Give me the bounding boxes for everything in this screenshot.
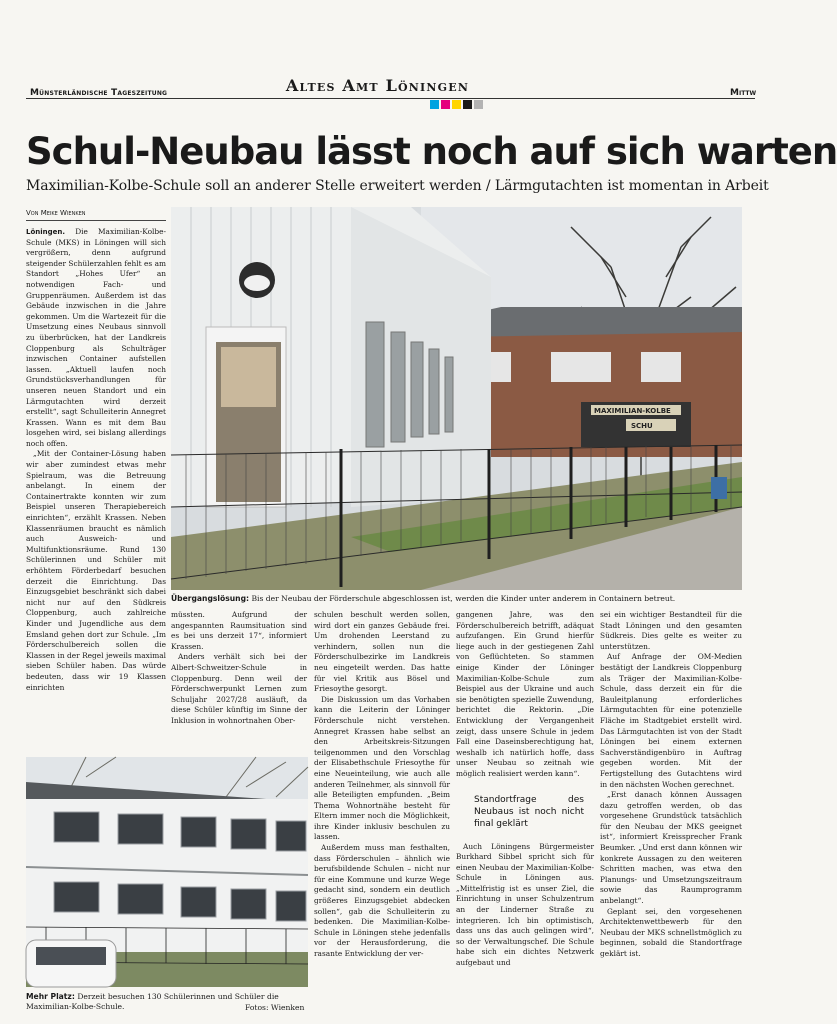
article-column-3: [314, 610, 450, 1020]
paragraph: „Mit der Container-Lösung haben wir aber zumindest etwas mehr Spielraum, was die Betreuung anbelangt. In einem der Containertrakte konnten wir zum Beispiel unseren Therapiebereich einrichten“, erzählt Krassen. Neben Klassenräumen braucht es nämlich auch Ausweich- und Multifunktionsräume. Rund 130 Schülerinnen und Schüler mit erhöhtem Förderbedarf besuchen derzeit die Einrichtung. Das Einzugsgebiet beschränkt sich dabei nicht nur auf den Südkreis Cloppenburg, auch zahlreiche Kinder und Jugendliche aus dem Emsland gehen dort zur Schule. „Im Förderschulbereich sollen die Klassen in der Regel jeweils maximal sieben Schüler haben. Das würde bedeuten, dass wir 19 Klassen einrichten: [26, 449, 166, 692]
color-swatch: [430, 100, 439, 109]
section-title: Altes Amt Löningen: [285, 76, 470, 95]
paragraph: Geplant sei, den vorgesehenen Architektenwettbewerb für den Neubau der MKS schnellstmöglich zu beginnen, sobald die Standortfrage geklärt ist.: [600, 906, 742, 958]
paragraph: müssten. Aufgrund der angespannten Raumsituation sind es bei uns derzeit 17“, informiert Krassen.: [171, 610, 307, 651]
paragraph: Außerdem muss man festhalten, dass Förderschulen – ähnlich wie berufsbildende Schulen – nicht nur für eine Kommune und kurze Wege gedacht sind, sondern ein deutlich größeres Einzugsgebiet abdecken sollen“, gab die Schulleiterin zu bedenken. Die Maximilian-Kolbe-Schule in Löningen stehe jedenfalls vor der Herausforderung, die rasante Entwicklung der ver-: [314, 843, 450, 958]
color-swatches: [430, 100, 483, 109]
photo-credit: Fotos: Wienken: [245, 1003, 305, 1012]
caption-lead: Mehr Platz:: [26, 992, 75, 1001]
paragraph: schulen beschult werden sollen, wird dort ein ganzes Gebäude frei. Um drohenden Leerstand zu verhindern, sollen nun die Förderschulbezirke im Landkreis neu eingeteilt werden. Das hatte für viel Kritik aus Bösel und Friesoythe gesorgt.: [314, 610, 450, 694]
color-swatch: [474, 100, 483, 109]
headline: Schul-Neubau lässt noch auf sich warten: [26, 130, 837, 173]
article-column-2: [171, 610, 307, 742]
main-photo: [171, 207, 742, 590]
article-column-4: [456, 610, 594, 1020]
paragraph: Die Diskussion um das Vorhaben kann die Leiterin der Löninger Förderschule nicht verstehen. Annegret Krassen habe selbst an den Arbeitskreis-Sitzungen teilgenommen und den Vorschlag der Elisabethschule Friesoythe für eine Neueinteilung, wie auch alle anderen Teilnehmer, als sinnvoll für alle Beteiligten empfunden. „Beim Thema Wohnortnähe besteht für Eltern immer noch die Möglichkeit, ihre Kinder inklusiv beschulen zu lassen.: [314, 694, 450, 842]
section-subtitle: Standortfrage des Neubaus ist noch nicht final geklärt: [474, 794, 584, 829]
paragraph: sei ein wichtiger Bestandteil für die Stadt Löningen und den gesamten Südkreis. Dies gelte es weiter zu unterstützen.: [600, 610, 742, 651]
school-sign-text: SCHU: [631, 422, 653, 430]
color-swatch: [441, 100, 450, 109]
paper-name-cut: Mittw: [730, 88, 757, 98]
caption-lead: Übergangslösung:: [171, 594, 250, 603]
caption-text: Bis der Neubau der Förderschule abgeschlossen ist, werden die Kinder unter anderem in Containern betreut.: [251, 594, 676, 603]
article-column-1: [26, 227, 166, 767]
caption-text: Derzeit besuchen 130 Schülerinnen und Schüler die Maximilian-Kolbe-Schule.: [26, 992, 279, 1011]
paragraph: „Erst danach können Aussagen dazu getroffen werden, ob das vorgesehene Grundstück tatsächlich für den Neubau der MKS geeignet ist“, informiert Kreissprecher Frank Beumker. „Und erst dann können wir konkrete Aussagen zu den weiteren Schritten machen, was etwa den Planungs- und Umsetzungszeitraum sowie das Raumprogramm anbelangt“.: [600, 790, 742, 906]
second-photo: [26, 757, 308, 987]
paragraph: Die Maximilian-Kolbe-Schule (MKS) in Löningen will sich vergrößern, denn aufgrund steigender Schülerzahlen fehlt es am Standort „Hohes Ufer“ an notwendigen Fach- und Gruppenräumen. Außerdem ist das Gebäude inzwischen in die Jahre gekommen. Um die Wartezeit für die Umsetzung eines Neubaus sinnvoll zu überbrücken, hat der Landkreis Cloppenburg als Schulträger inzwischen Container aufstellen lassen. „Aktuell laufen noch Grundstücksverhandlungen für unseren neuen Standort und ein Lärmgutachten wird derzeit erstellt“, sagt Schulleiterin Annegret Krassen. Wann es mit dem Bau losgehen wird, sei bislang allerdings noch offen.: [26, 227, 166, 448]
paragraph: gangenen Jahre, was den Förderschulbereich betrifft, adäquat aufzufangen. Ein Grund hierfür liege auch in der gestiegenen Zahl von Geflüchteten. So stammen einige Kinder der Löninger Maximilian-Kolbe-Schule zum Beispiel aus der Ukraine und auch sie benötigten spezielle Zuwendung, berichtet die Rektorin. „Die Entwicklung der Vergangenheit zeigt, dass unsere Schule in jedem Fall eine Daseinsberechtigung hat, weshalb ich natürlich hoffe, dass unser Neubau so zeitnah wie möglich realisiert werden kann“.: [456, 610, 594, 778]
paragraph: Auch Löningens Bürgermeister Burkhard Sibbel spricht sich für einen Neubau der Maximilian-Kolbe-Schule in Löningen aus. „Mittelfristig ist es unser Ziel, die Einrichtung in unser Schulzentrum an der Linderner Straße zu integrieren. Ich bin optimistisch, dass uns das auch gelingen wird“, so der Verwaltungschef. Die Schule habe sich ein dichtes Netzwerk aufgebaut und: [456, 841, 594, 968]
masthead-rule: [26, 98, 755, 99]
byline-rule: [26, 220, 166, 221]
dateline: Löningen.: [26, 228, 66, 236]
color-swatch: [452, 100, 461, 109]
subheadline: Maximilian-Kolbe-Schule soll an anderer Stelle erweitert werden / Lärmgutachten ist momentan in Arbeit: [26, 178, 769, 194]
photo-illustration: [171, 207, 742, 590]
school-sign-text: MAXIMILIAN-KOLBE: [594, 407, 671, 415]
article-column-5: [600, 610, 742, 1020]
paragraph: Auf Anfrage der OM-Medien bestätigt der Landkreis Cloppenburg als Träger der Maximilian-Kolbe-Schule, dass derzeit ein für die Bauleitplanung erforderliches Lärmgutachten für eine potenzielle Fläche im Stadtgebiet erstellt wird. Das Lärmgutachten ist von der Stadt Löningen bei einem externen Sachverständigenbüro in Auftrag gegeben worden. Mit der Fertigstellung des Gutachtens wird in den nächsten Wochen gerechnet.: [600, 652, 742, 789]
paragraph: Anders verhält sich bei der Albert-Schweitzer-Schule in Cloppenburg. Denn weil der Förderschwerpunkt Lernen zum Schuljahr 2027/28 ausläuft, da diese Schüler künftig im Sinne der Inklusion in wohnortnahen Ober-: [171, 652, 307, 725]
paper-name: Münsterländische Tageszeitung: [30, 88, 168, 98]
photo-illustration: [26, 757, 308, 987]
main-photo-caption: [171, 594, 751, 604]
byline: Von Meike Wienken: [26, 209, 86, 217]
color-swatch: [463, 100, 472, 109]
